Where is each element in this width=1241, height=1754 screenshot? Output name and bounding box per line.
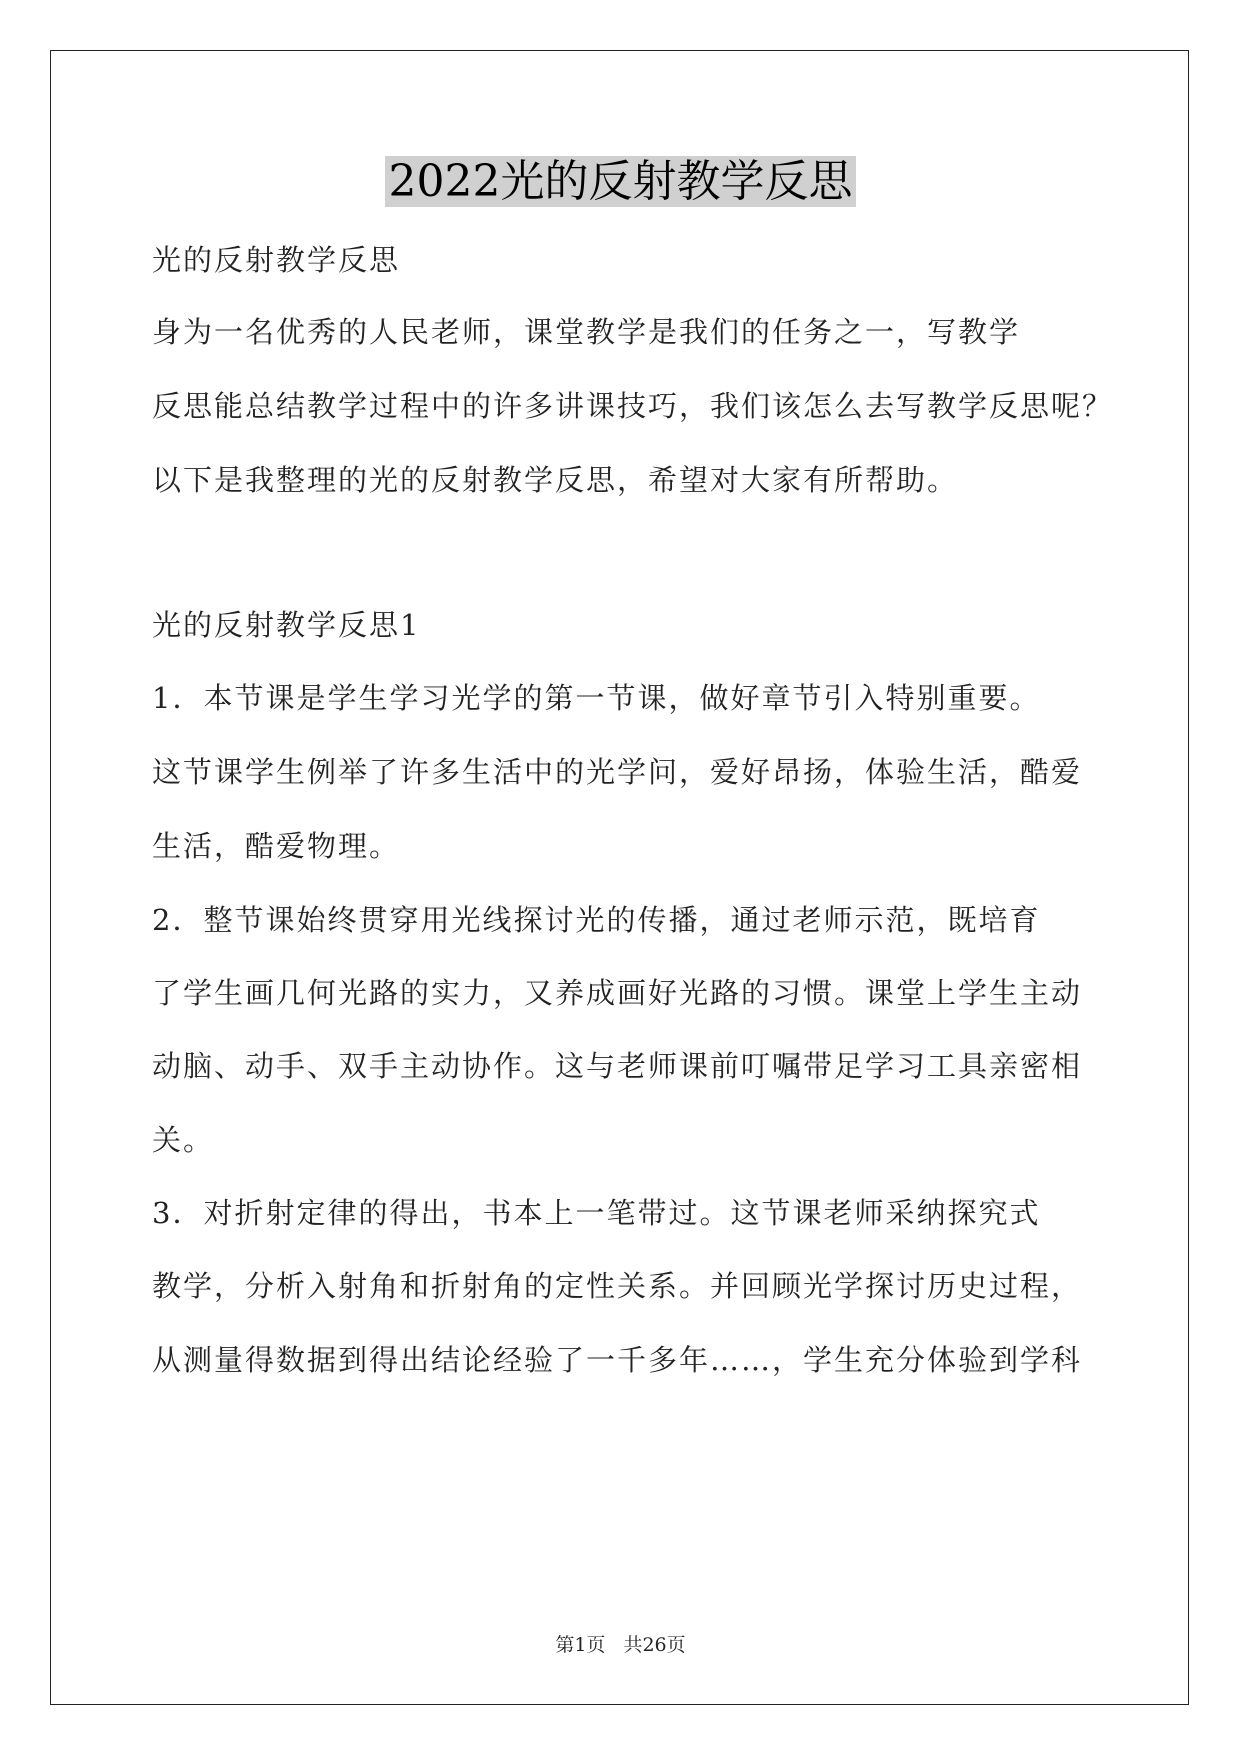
paragraph-line: 从测量得数据到得出结论经验了一千多年……，学生充分体验到学科 xyxy=(152,1343,1083,1377)
paragraph-line: 教学，分析入射角和折射角的定性关系。并回顾光学探讨历史过程， xyxy=(152,1269,1083,1303)
paragraph-line: 关。 xyxy=(152,1123,215,1157)
page-border xyxy=(50,50,1189,1705)
paragraph-line: 以下是我整理的光的反射教学反思，希望对大家有所帮助。 xyxy=(152,463,959,497)
page-number-current: 第1页 xyxy=(555,1634,606,1656)
paragraph-line: 生活，酷爱物理。 xyxy=(152,829,401,863)
paragraph-line: 1．本节课是学生学习光学的第一节课，做好章节引入特别重要。 xyxy=(152,681,1041,715)
paragraph-line: 反思能总结教学过程中的许多讲课技巧，我们该怎么去写教学反思呢？ xyxy=(152,389,1114,423)
section-heading: 光的反射教学反思 xyxy=(152,243,401,277)
paragraph-line: 2．整节课始终贯穿用光线探讨光的传播，通过老师示范，既培育 xyxy=(152,903,1041,937)
paragraph-line: 动脑、动手、双手主动协作。这与老师课前叮嘱带足学习工具亲密相 xyxy=(152,1049,1083,1083)
section-heading: 光的反射教学反思1 xyxy=(152,608,421,642)
paragraph-line: 3．对折射定律的得出，书本上一笔带过。这节课老师采纳探究式 xyxy=(152,1196,1041,1230)
paragraph-line: 了学生画几何光路的实力，又养成画好光路的习惯。课堂上学生主动 xyxy=(152,976,1083,1010)
document-title: 2022光的反射教学反思 xyxy=(0,150,1241,214)
paragraph-line: 身为一名优秀的人民老师，课堂教学是我们的任务之一，写教学 xyxy=(152,315,1021,349)
paragraph-line: 这节课学生例举了许多生活中的光学问，爱好昂扬，体验生活，酷爱 xyxy=(152,755,1083,789)
page-number-total: 共26页 xyxy=(623,1634,686,1656)
page-footer xyxy=(0,1630,1241,1657)
